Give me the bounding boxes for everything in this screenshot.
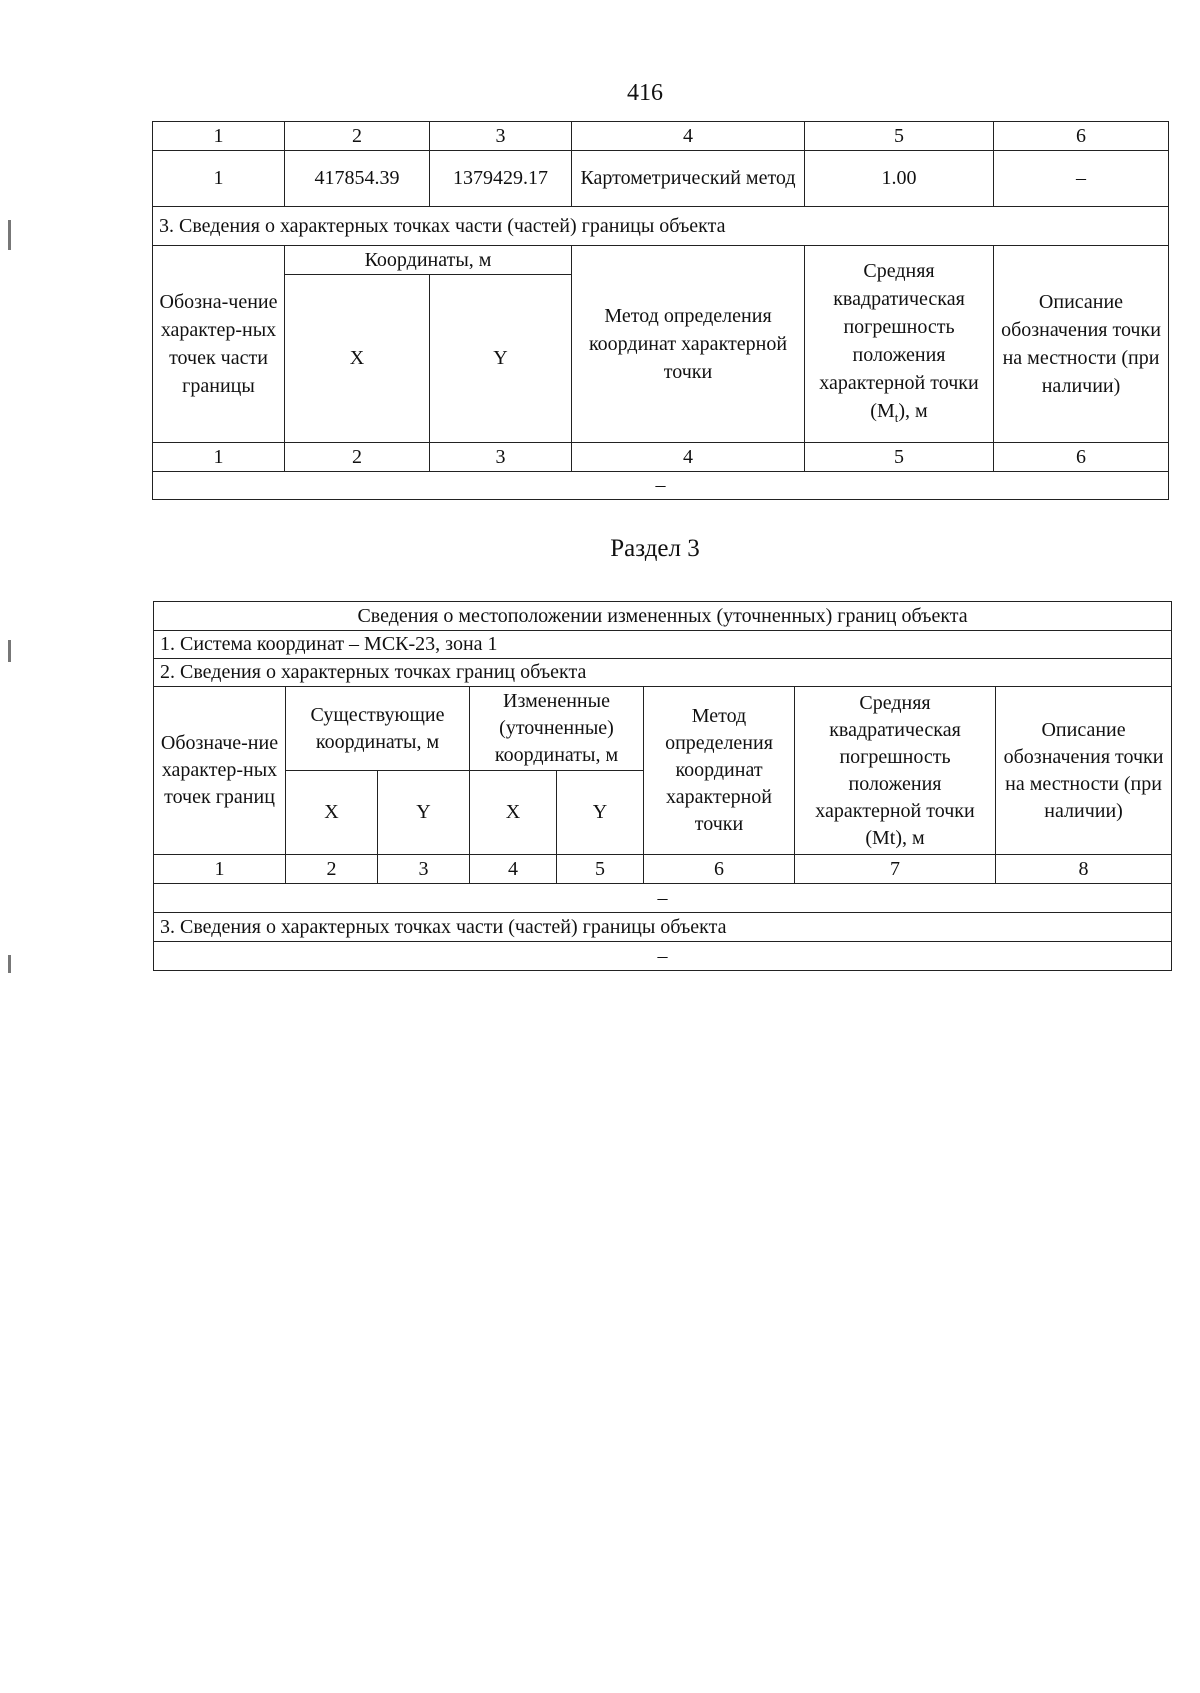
changed-boundaries-table (153, 601, 1172, 971)
table-row (153, 472, 1169, 500)
column-number: 1 (154, 855, 286, 884)
column-number: 8 (996, 855, 1172, 884)
existing-x-header: X (286, 771, 378, 855)
column-number: 5 (805, 122, 994, 151)
column-number: 6 (644, 855, 795, 884)
table-row (153, 246, 1169, 275)
empty-row: – (154, 884, 1172, 913)
y-header: Y (430, 275, 572, 443)
column-number: 5 (557, 855, 644, 884)
description-cell: – (994, 151, 1169, 207)
column-number: 1 (153, 443, 285, 472)
error-header-unit: ), м (898, 399, 928, 422)
column-number: 6 (994, 443, 1169, 472)
changed-y-header: Y (557, 771, 644, 855)
section-heading: 3. Сведения о характерных точках части (частей) границы объекта (153, 207, 1169, 246)
y-coordinate-cell: 1379429.17 (430, 151, 572, 207)
table-row (153, 151, 1169, 207)
table-row (154, 659, 1172, 687)
empty-row: – (154, 942, 1172, 971)
error-header-text: Средняя квадратическая погрешность положения характерной точки (M (819, 259, 979, 422)
coordinates-header: Координаты, м (285, 246, 572, 275)
boundary-points-table (152, 121, 1169, 500)
point-id-cell: 1 (153, 151, 285, 207)
table-row (154, 942, 1172, 971)
column-number: 7 (795, 855, 996, 884)
scan-margin-mark (8, 955, 11, 973)
section-heading: 3. Сведения о характерных точках части (частей) границы объекта (154, 913, 1172, 942)
existing-coordinates-header: Существующие координаты, м (286, 687, 470, 771)
column-number: 6 (994, 122, 1169, 151)
section-title: Раздел 3 (610, 535, 700, 562)
table-row (153, 443, 1169, 472)
table-title: Сведения о местоположении измененных (уточненных) границ объекта (154, 602, 1172, 631)
existing-y-header: Y (378, 771, 470, 855)
table-row (154, 884, 1172, 913)
table-row (153, 122, 1169, 151)
table-row (154, 687, 1172, 771)
method-cell: Картометрический метод (572, 151, 805, 207)
section-heading: 2. Сведения о характерных точках границ объекта (154, 659, 1172, 687)
error-header (805, 246, 994, 443)
column-number: 2 (286, 855, 378, 884)
column-number: 3 (430, 443, 572, 472)
error-header: Средняя квадратическая погрешность положения характерной точки (Mt), м (795, 687, 996, 855)
point-designation-header: Обозначе-ние характер-ных точек границ (154, 687, 286, 855)
table-row (154, 913, 1172, 942)
column-number: 4 (572, 122, 805, 151)
page-number: 416 (627, 80, 663, 106)
x-header: X (285, 275, 430, 443)
column-number: 2 (285, 443, 430, 472)
table-row (154, 631, 1172, 659)
point-designation-header: Обозна-чение характер-ных точек части границы (153, 246, 285, 443)
column-number: 4 (572, 443, 805, 472)
table-row (154, 602, 1172, 631)
error-cell: 1.00 (805, 151, 994, 207)
column-number: 2 (285, 122, 430, 151)
error-header-subscript: t (894, 409, 899, 425)
method-header: Метод определения координат характерной точки (572, 246, 805, 443)
column-number: 3 (378, 855, 470, 884)
method-header: Метод определения координат характерной точки (644, 687, 795, 855)
coordinate-system: 1. Система координат – МСК-23, зона 1 (154, 631, 1172, 659)
changed-x-header: X (470, 771, 557, 855)
table-row (153, 207, 1169, 246)
column-number: 5 (805, 443, 994, 472)
scan-margin-mark (8, 640, 11, 662)
column-number: 3 (430, 122, 572, 151)
description-header: Описание обозначения точки на местности (при наличии) (996, 687, 1172, 855)
column-number: 4 (470, 855, 557, 884)
column-number: 1 (153, 122, 285, 151)
changed-coordinates-header: Измененные (уточненные) координаты, м (470, 687, 644, 771)
scan-margin-mark (8, 220, 11, 250)
x-coordinate-cell: 417854.39 (285, 151, 430, 207)
empty-row: – (153, 472, 1169, 500)
description-header: Описание обозначения точки на местности (при наличии) (994, 246, 1169, 443)
table-row (154, 855, 1172, 884)
